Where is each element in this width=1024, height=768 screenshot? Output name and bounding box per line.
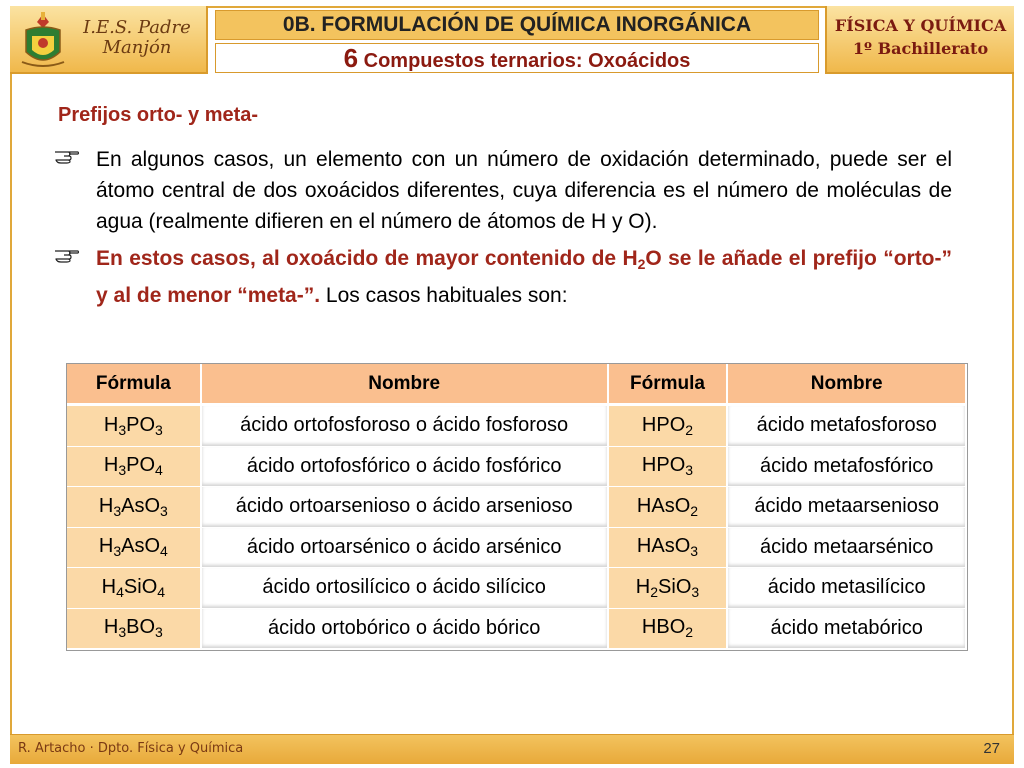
formula-subscript: 2	[690, 502, 699, 519]
formula-subscript: 2	[650, 583, 659, 600]
formula-subscript: 3	[155, 624, 163, 641]
column-header: Fórmula	[609, 364, 729, 406]
pointing-hand-icon	[54, 146, 80, 164]
subject-box	[825, 6, 1014, 74]
formula-subscript: 3	[118, 624, 127, 641]
oxoacid-table	[66, 363, 968, 651]
formula-meta-cell	[609, 447, 729, 488]
bullet-text-1: En algunos casos, un elemento con un número de oxidación determinado, puede ser el átomo central de dos oxoácidos diferentes, cuya diferencia es el número de moléculas de agua (realmente difieren en el número de átomos de H y O).	[96, 148, 952, 233]
pointing-hand-icon	[54, 245, 80, 263]
formula-subscript: 4	[160, 543, 168, 560]
formula-subscript: 2	[685, 421, 694, 438]
subject-label: FÍSICA Y QUÍMICA	[834, 16, 1007, 35]
formula-symbol: H	[103, 454, 119, 477]
column-header: Fórmula	[67, 364, 202, 406]
name-meta-cell: ácido metafosfórico	[728, 447, 967, 488]
formula-symbol: BO	[126, 616, 156, 639]
formula-meta-cell	[609, 528, 729, 569]
formula-subscript: 3	[690, 543, 699, 560]
name-orto-cell: ácido ortoarsenioso o ácido arsenioso	[202, 487, 609, 528]
formula-subscript: 4	[157, 583, 166, 600]
bullet-item-2	[54, 243, 952, 311]
formula-subscript: 3	[160, 502, 168, 519]
bullet-text-2-plain: Los casos habituales son:	[325, 284, 568, 307]
page-title: 0B. FORMULACIÓN DE QUÍMICA INORGÁNICA	[215, 10, 819, 40]
formula-meta-cell	[609, 568, 729, 609]
bullet-text-2-sub: 2	[637, 256, 646, 272]
formula-symbol: H	[103, 413, 119, 436]
school-logo-box	[10, 6, 208, 74]
page-number: 27	[983, 740, 1000, 757]
name-orto-cell: ácido ortoarsénico o ácido arsénico	[202, 528, 609, 569]
formula-symbol: H	[98, 535, 114, 558]
name-orto-cell: ácido ortofosfórico o ácido fosfórico	[202, 447, 609, 488]
table-row	[67, 528, 967, 569]
formula-symbol: SiO	[123, 575, 158, 598]
formula-orto-cell	[67, 406, 202, 447]
name-orto-cell: ácido ortobórico o ácido bórico	[202, 609, 609, 650]
formula-symbol: H	[103, 616, 119, 639]
formula-subscript: 3	[685, 462, 694, 479]
table-header-row	[67, 364, 967, 406]
page-subtitle	[215, 43, 819, 73]
formula-symbol: HAsO	[636, 535, 691, 558]
formula-meta-cell	[609, 609, 729, 650]
formula-meta-cell	[609, 406, 729, 447]
formula-symbol: H	[101, 575, 117, 598]
formula-symbol: HPO	[641, 413, 686, 436]
school-crest-icon	[18, 12, 68, 70]
subtitle-number: 6	[343, 43, 359, 73]
formula-symbol: AsO	[121, 494, 161, 517]
formula-symbol: PO	[126, 454, 156, 477]
footer-author: R. Artacho · Dpto. Física y Química	[18, 741, 244, 756]
formula-orto-cell	[67, 487, 202, 528]
formula-symbol: HAsO	[636, 494, 691, 517]
subtitle-text: Compuestos ternarios: Oxoácidos	[363, 50, 691, 72]
formula-subscript: 3	[118, 462, 127, 479]
section-heading: Prefijos orto- y meta-	[58, 104, 259, 126]
column-header: Nombre	[728, 364, 967, 406]
name-meta-cell: ácido metafosforoso	[728, 406, 967, 447]
bullet-list	[54, 144, 952, 311]
table-row	[67, 406, 967, 447]
formula-subscript: 3	[113, 543, 122, 560]
formula-subscript: 3	[118, 421, 127, 438]
table-row	[67, 568, 967, 609]
formula-orto-cell	[67, 528, 202, 569]
formula-orto-cell	[67, 568, 202, 609]
formula-subscript: 4	[155, 462, 163, 479]
name-meta-cell: ácido metabórico	[728, 609, 967, 650]
formula-symbol: HBO	[641, 616, 686, 639]
name-meta-cell: ácido metaarsenioso	[728, 487, 967, 528]
formula-meta-cell	[609, 487, 729, 528]
bullet-text-2b: O se le añade el prefijo “orto-” y al de menor “meta-”.	[96, 247, 953, 307]
level-label: 1º Bachillerato	[852, 39, 989, 58]
formula-subscript: 3	[155, 421, 163, 438]
name-orto-cell: ácido ortosilícico o ácido silícico	[202, 568, 609, 609]
slide-header	[10, 6, 1014, 74]
formula-orto-cell	[67, 447, 202, 488]
bullet-text-2a: En estos casos, al oxoácido de mayor contenido de H	[96, 247, 638, 270]
table-row	[67, 609, 967, 650]
bullet-item-1	[54, 144, 952, 237]
table-row	[67, 487, 967, 528]
formula-subscript: 4	[116, 583, 124, 600]
formula-symbol: AsO	[121, 535, 161, 558]
slide-footer	[10, 734, 1014, 764]
formula-subscript: 2	[685, 624, 694, 641]
formula-orto-cell	[67, 609, 202, 650]
name-meta-cell: ácido metaarsénico	[728, 528, 967, 569]
table-row	[67, 447, 967, 488]
title-box	[215, 10, 819, 72]
column-header: Nombre	[202, 364, 609, 406]
name-orto-cell: ácido ortofosforoso o ácido fosforoso	[202, 406, 609, 447]
formula-subscript: 3	[691, 583, 700, 600]
formula-subscript: 3	[113, 502, 122, 519]
formula-symbol: H	[635, 575, 651, 598]
name-meta-cell: ácido metasilícico	[728, 568, 967, 609]
school-name: I.E.S. Padre Manjón	[83, 17, 191, 58]
formula-symbol: H	[98, 494, 114, 517]
formula-symbol: HPO	[641, 454, 686, 477]
formula-symbol: SiO	[658, 575, 692, 598]
formula-symbol: PO	[126, 413, 156, 436]
